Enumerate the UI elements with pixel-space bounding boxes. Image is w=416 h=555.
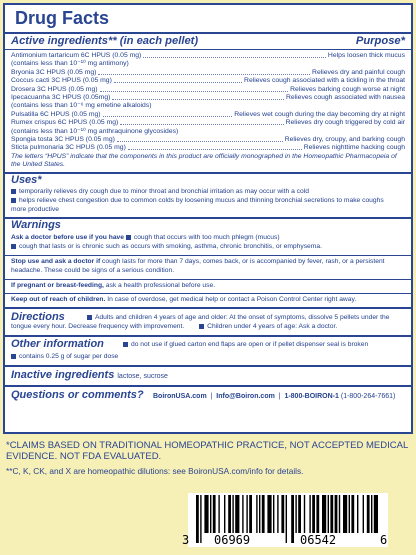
ingredient-name: Antimonium tartaricum 6C HPUS (0.05 mg): [11, 52, 142, 59]
barcode-bar: [316, 495, 319, 533]
ingredient-row: [11, 144, 405, 152]
ingredient-row: [11, 136, 405, 144]
ingredient-purpose: Relieves nighttime hacking cough: [303, 144, 405, 152]
barcode-bar: [246, 495, 247, 533]
ingredient-name: Spongia tosta 3C HPUS (0.05 mg): [11, 136, 115, 143]
uses-heading: Uses*: [11, 174, 42, 186]
drug-facts-title: Drug Facts: [15, 8, 110, 28]
dot-leader: [128, 144, 302, 150]
inactive-heading: Inactive ingredients lactose, sucrose: [11, 369, 168, 381]
bullet-box: [87, 315, 92, 320]
barcode-bar: [262, 495, 265, 533]
bullet-box: [11, 189, 16, 194]
barcode-bar: [322, 495, 326, 533]
dot-leader: [98, 69, 310, 75]
section-divider: [5, 217, 411, 219]
ingredient-name: Drosera 3C HPUS (0.05 mg): [11, 85, 98, 93]
ingredient-purpose: Relieves dry cough triggered by cold air: [285, 119, 405, 127]
active-divider: [5, 49, 411, 50]
stop-use-line-2: headache. These could be signs of a serious condition.: [11, 267, 175, 274]
barcode: [182, 493, 388, 547]
bullet-box: [123, 342, 128, 347]
ingredient-row: [11, 69, 405, 77]
barcode-bar: [349, 495, 350, 533]
warnings-divider: [5, 293, 411, 294]
ingredient-row: [11, 119, 405, 127]
other-info-line-1: do not use if glued carton end flaps are open or if pellet dispenser seal is broken: [123, 341, 405, 349]
ingredient-row: [11, 102, 405, 110]
drug-facts-panel: [3, 3, 413, 434]
ingredient-name: Coccus cacti 3C HPUS (0.05 mg): [11, 77, 112, 85]
barcode-bar: [309, 495, 310, 533]
ingredient-purpose: Relieves wet cough during the day becoming dry at night: [234, 110, 405, 118]
barcode-bar: [232, 495, 233, 533]
directions-line-1: Adults and children 4 years of age and older: At the onset of symptoms, dissolve 5 pellets under the: [87, 314, 405, 322]
section-divider: [5, 385, 411, 387]
ingredient-name: Rumex crispus 6C HPUS (0.05 mg): [11, 119, 119, 127]
barcode-bar: [267, 495, 271, 533]
ingredient-row: [11, 86, 405, 94]
section-divider: [5, 335, 411, 337]
ingredient-purpose: Relieves cough associated with a tickling in the throat: [244, 77, 405, 85]
stop-use-line-1: Stop use and ask a doctor if cough lasts for more than 7 days, comes back, or is accompanied by fever, rash, or a persistent: [11, 258, 385, 265]
barcode-bar: [363, 495, 364, 533]
warnings-divider: [5, 255, 411, 256]
barcode-bar: [295, 495, 296, 533]
dot-leader: [120, 119, 283, 125]
questions-contacts: BoironUSA.com | Info@Boiron.com | 1-800-BOIRON-1 (1-800-264-7661): [153, 393, 396, 400]
bullet-box: [11, 244, 16, 249]
ingredient-purpose: Relieves dry, croupy, and barking cough: [284, 136, 405, 143]
barcode-bar: [298, 495, 301, 533]
barcode-bar: [256, 495, 257, 533]
barcode-bar: [374, 495, 378, 533]
barcode-bar: [330, 495, 333, 533]
directions-line-2: tongue every hour. Decrease frequency with improvement. Children under 4 years of age: Ask a doctor.: [11, 323, 338, 330]
barcode-bar: [249, 495, 252, 533]
barcode-bar: [281, 495, 284, 533]
uses-text-3: more productive: [11, 206, 59, 213]
section-divider: [5, 172, 411, 174]
barcode-bar: [210, 495, 211, 533]
other-info-line-2: contains 0.25 g of sugar per dose: [11, 353, 405, 361]
barcode-bar: [371, 495, 372, 533]
questions-line: Questions or comments?: [11, 389, 144, 401]
ingredient-row: [11, 128, 405, 136]
purpose-heading: Purpose*: [355, 35, 405, 47]
inactive-text: lactose, sucrose: [117, 373, 168, 380]
title-bar: [5, 5, 411, 34]
bullet-box: [11, 198, 16, 203]
barcode-bar: [273, 495, 274, 533]
ingredient-name: (contains less than 10⁻¹⁰ mg antimony): [11, 60, 129, 68]
ingredient-name: (contains less than 10⁻⁶ mg emetine alkaloids): [11, 102, 152, 110]
ingredient-purpose: Relieves cough associated with nausea: [285, 94, 405, 101]
keep-out-line: Keep out of reach of children. In case of overdose, get medical help or contact a Poison Control Center right away.: [11, 296, 357, 303]
barcode-bar: [328, 495, 329, 533]
ingredient-row: [11, 111, 405, 119]
barcode-group-1: 06969: [214, 533, 251, 547]
dot-leader: [100, 86, 289, 92]
ingredient-purpose: Helps loosen thick mucus: [327, 52, 405, 59]
barcode-bar: [277, 495, 278, 533]
dot-leader: [143, 52, 326, 58]
dilutions-note: **C, K, CK, and X are homeopathic dilutions: see BoironUSA.com/info for details.: [6, 466, 304, 476]
ask-doctor-line-2: cough that lasts or is chronic such as occurs with smoking, asthma, chronic bronchitis, or emphysema.: [11, 243, 405, 251]
barcode-bar: [200, 495, 201, 543]
barcode-bar: [228, 495, 231, 533]
barcode-bar: [335, 495, 338, 533]
uses-text-1: temporarily relieves dry cough due to minor throat and bronchial irritation as may occur with a cold: [11, 188, 405, 196]
pregnant-line: If pregnant or breast-feeding, ask a health professional before use.: [11, 282, 216, 289]
ingredient-name: Pulsatilla 6C HPUS (0.05 mg): [11, 110, 101, 118]
barcode-bar: [259, 495, 260, 533]
barcode-bar: [235, 495, 239, 533]
barcode-bar: [339, 495, 340, 533]
uses-text-2: helps relieve chest congestion due to common colds by loosening mucus and thinning bronchial secretions to make coughs: [11, 197, 405, 205]
bullet-box: [11, 354, 16, 359]
barcode-bar: [224, 495, 225, 533]
barcode-bar: [367, 495, 370, 533]
ingredient-purpose: Relieves dry and painful cough: [312, 68, 405, 76]
active-ingredients-heading: Active ingredients** (in each pellet): [11, 35, 199, 47]
section-divider: [5, 307, 411, 309]
barcode-bar: [196, 495, 199, 543]
barcode-bar: [312, 495, 315, 533]
directions-heading: Directions: [11, 311, 65, 323]
warnings-heading: Warnings: [11, 219, 61, 231]
section-divider: [5, 365, 411, 367]
barcode-bar: [218, 495, 219, 533]
bullet-box: [126, 235, 131, 240]
dot-leader: [117, 136, 283, 142]
ingredient-purpose: Relieves barking cough worse at night: [290, 85, 405, 93]
barcode-bar: [357, 495, 358, 533]
barcode-bar: [304, 495, 305, 533]
barcode-bar: [291, 495, 294, 543]
ingredient-row: [11, 94, 405, 102]
ingredient-name: Sticta pulmonaria 3C HPUS (0.05 mg): [11, 144, 126, 152]
other-info-heading: Other information: [11, 338, 104, 350]
warnings-divider: [5, 279, 411, 280]
dot-leader: [103, 111, 233, 117]
claims-note: *CLAIMS BASED ON TRADITIONAL HOMEOPATHIC PRACTICE, NOT ACCEPTED MEDICAL EVIDENCE. NOT FDA EVALUATED.: [6, 440, 408, 462]
ingredient-row: [11, 77, 405, 85]
dot-leader: [112, 94, 284, 100]
dot-leader: [114, 77, 242, 83]
hpus-note: The letters “HPUS” indicate that the components in this product are officially monographed in the Homeopathic Pharmacopeia of the United States.: [11, 153, 397, 168]
barcode-bar: [343, 495, 347, 533]
barcode-digit-first: 3: [182, 533, 190, 547]
ingredient-row: [11, 60, 405, 68]
barcode-bar: [204, 495, 208, 533]
barcode-bar: [351, 495, 354, 533]
barcode-bar: [286, 495, 287, 543]
bullet-box: [199, 324, 204, 329]
barcode-digit-last: 6: [380, 533, 388, 547]
barcode-group-2: 06542: [300, 533, 337, 547]
ingredient-row: [11, 52, 405, 60]
ingredient-name: Bryonia 3C HPUS (0.05 mg): [11, 68, 97, 76]
barcode-bar: [213, 495, 216, 533]
ingredient-name: Ipecacuanha 3C HPUS (0.05mg): [11, 94, 111, 101]
ingredient-name: (contains less than 10⁻¹⁰ mg anthraquinone glycosides): [11, 127, 179, 135]
ask-doctor-line-1: Ask a doctor before use if you have cough that occurs with too much phlegm (mucus): [11, 234, 280, 241]
barcode-bar: [242, 495, 243, 533]
